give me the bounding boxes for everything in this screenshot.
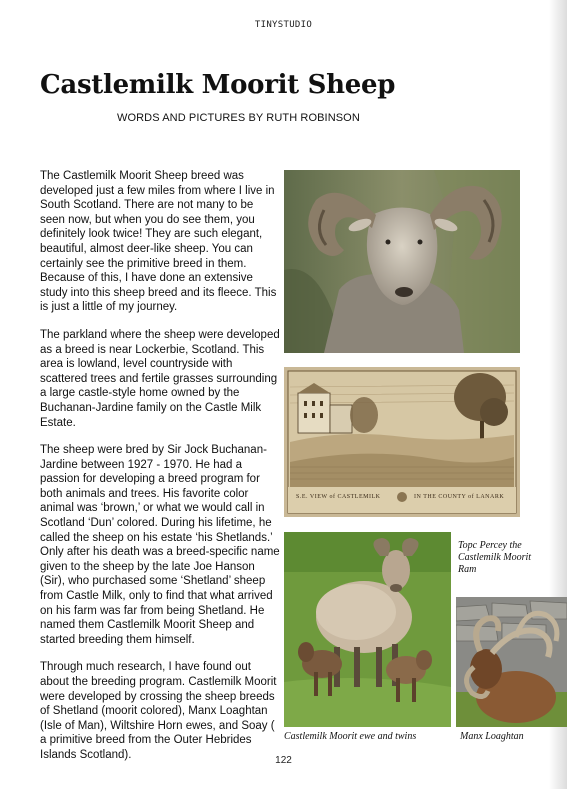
article-body — [40, 169, 280, 776]
paragraph: The Castlemilk Moorit Sheep breed was developed just a few miles from where I live in South Scotland. There are not many to be seen now, but when you do see them, you definitely look twice! They are such elegant, beautiful, almost deer-like sheep. You can certainly see the primitive breed in them. Because of this, I have done an extensive study into this sheep breed and its fleece. This is just a little of my journey. — [40, 170, 277, 314]
engraving-inscription-right: IN THE COUNTY of LANARK — [414, 494, 505, 500]
castlemilk-engraving — [284, 367, 520, 517]
manx-loaghtan-photo — [456, 597, 567, 727]
engraving-inscription-left: S.E. VIEW of CASTLEMILK — [296, 494, 381, 500]
article-byline: WORDS AND PICTURES BY RUTH ROBINSON — [117, 112, 360, 124]
paragraph: The sheep were bred by Sir Jock Buchanan-Jardine between 1927 - 1970. He had a passion for developing a breed program for both animals and trees. His favorite color animal was ‘brown,’ or what we would call in Scotland ‘Dun’ colored. During his lifetime, he called the sheep on his estate ‘his Shetlands.’ Only after his death was a breed-specific name given to the sheep by the late Joe Hanson (Sir), who purchased some ‘Shetland’ sheep from Castle Milk, only to find that what arrived on his farm was far from being Shetland. He named them Castlemilk Moorit Sheep and started breeding them himself. — [40, 444, 280, 646]
ram-caption: Topc Percey the Castlemilk Moorit Ram — [458, 540, 532, 575]
magazine-brand: TINYSTUDIO — [254, 20, 313, 30]
ewe-caption: Castlemilk Moorit ewe and twins — [284, 731, 417, 742]
ewe-and-twins-photo — [284, 532, 451, 727]
paragraph: The parkland where the sheep were developed as a breed is near Lockerbie, Scotland. This area is lowland, level countryside with scattered trees and fertile grasses surrounding a large castle-style home owned by the Buchanan-Jardine family on the Castle Milk Estate. — [40, 328, 280, 429]
page-number: 122 — [275, 755, 292, 766]
article-title: Castlemilk Moorit Sheep — [40, 70, 396, 100]
paragraph: Through much research, I have found out about the breeding program. Castlemilk Moorit were developed by crossing the sheep breeds of Shetland (moorit colored), Manx Loaghtan (Isle of Man), Wiltshire Horn ewes, and Soay ( a primitive breed from the Outer Hebrides Islands Scotland). — [40, 661, 277, 761]
manx-caption: Manx Loaghtan — [460, 731, 524, 742]
ram-head-photo — [284, 170, 520, 353]
